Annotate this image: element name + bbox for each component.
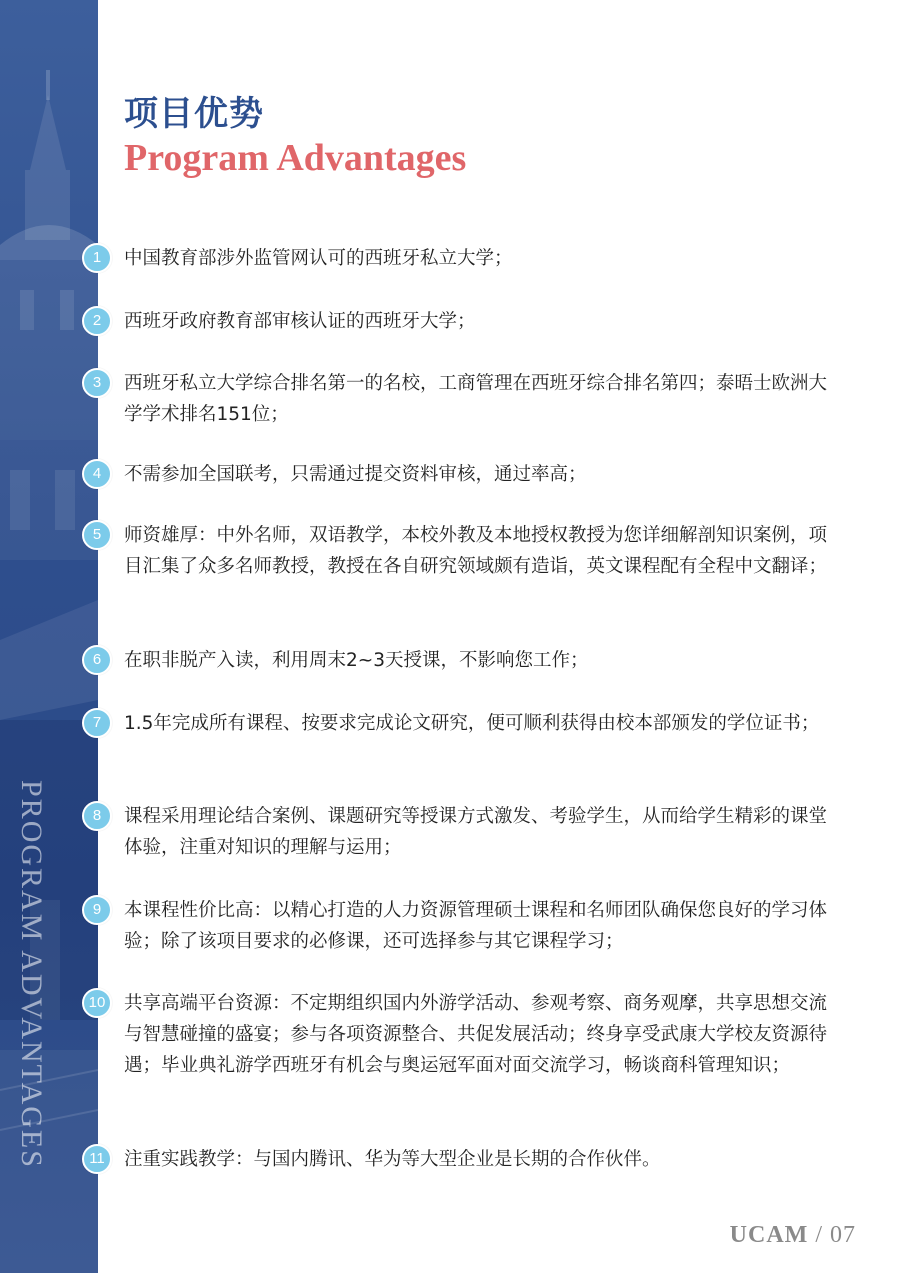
- page-title-cn: 项目优势: [124, 94, 264, 134]
- item-text: 注重实践教学：与国内腾讯、华为等大型企业是长期的合作伙伴。: [124, 1149, 661, 1170]
- brand-name: UCAM: [729, 1222, 809, 1248]
- item-number-badge: 5: [82, 520, 112, 550]
- item-number-badge: 3: [82, 368, 112, 398]
- item-text: 本课程性价比高：以精心打造的人力资源管理硕士课程和名师团队确保您良好的学习体验；除了该项目要求的必修课，还可选择参与其它课程学习；: [124, 900, 828, 952]
- item-number-badge: 7: [82, 708, 112, 738]
- item-text: 1.5年完成所有课程、按要求完成论文研究，便可顺利获得由校本部颁发的学位证书；: [124, 713, 820, 734]
- item-number-badge: 8: [82, 801, 112, 831]
- page-footer: [730, 1222, 856, 1249]
- side-photo-band: [0, 0, 98, 1273]
- page-title-en: Program Advantages: [124, 137, 467, 179]
- page-number: 07: [830, 1222, 856, 1248]
- item-number-badge: 9: [82, 895, 112, 925]
- item-number-badge: 6: [82, 645, 112, 675]
- item-text: 不需参加全国联考，只需通过提交资料审核，通过率高；: [124, 464, 587, 485]
- item-number-badge: 11: [82, 1144, 112, 1174]
- item-number-badge: 1: [82, 243, 112, 273]
- item-text: 中国教育部涉外监管网认可的西班牙私立大学；: [124, 248, 513, 269]
- vertical-caption: PROGRAM ADVANTAGES: [15, 780, 48, 1169]
- item-text: 在职非脱产入读，利用周末2~3天授课，不影响您工作；: [124, 650, 589, 671]
- footer-separator: /: [808, 1222, 830, 1248]
- item-number-badge: 2: [82, 306, 112, 336]
- item-text: 西班牙政府教育部审核认证的西班牙大学；: [124, 311, 476, 332]
- item-text: 西班牙私立大学综合排名第一的名校，工商管理在西班牙综合排名第四；泰晤士欧洲大学学术排名151位；: [124, 373, 828, 425]
- item-text: 共享高端平台资源：不定期组织国内外游学活动、参观考察、商务观摩，共享思想交流与智慧碰撞的盛宴；参与各项资源整合、共促发展活动；终身享受武康大学校友资源待遇；毕业典礼游学西班牙有机会与奥运冠军面对面交流学习，畅谈商科管理知识；: [124, 993, 828, 1076]
- item-text: 师资雄厚：中外名师，双语教学，本校外教及本地授权教授为您详细解剖知识案例，项目汇集了众多名师教授，教授在各自研究领域颇有造诣，英文课程配有全程中文翻译；: [124, 525, 828, 577]
- item-number-badge: 4: [82, 459, 112, 489]
- item-number-badge: 10: [82, 988, 112, 1018]
- item-text: 课程采用理论结合案例、课题研究等授课方式激发、考验学生，从而给学生精彩的课堂体验，注重对知识的理解与运用；: [124, 806, 828, 858]
